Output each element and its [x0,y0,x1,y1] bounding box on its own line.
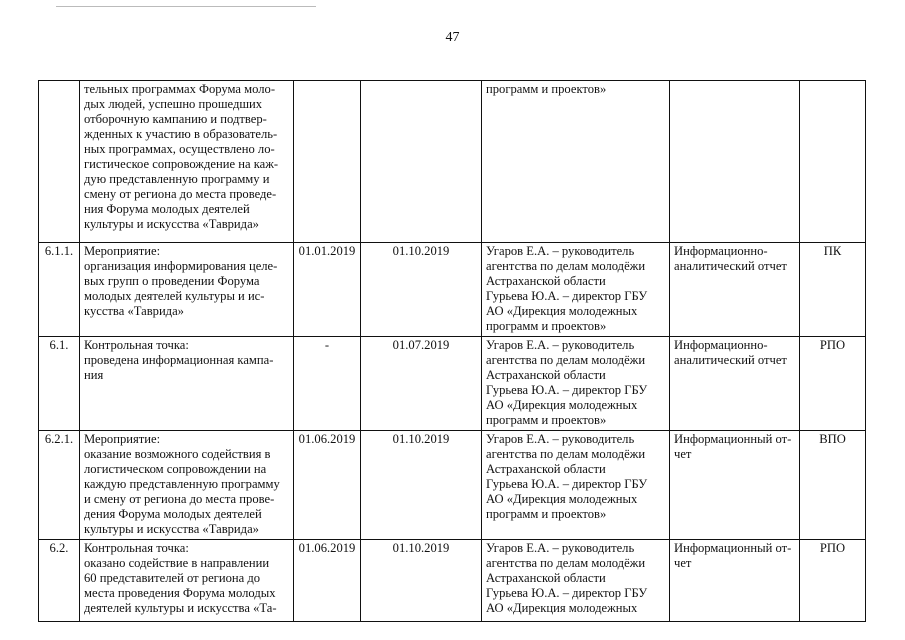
row-responsible [482,337,670,431]
table-row [39,337,866,431]
row-responsible-line: Астраханской области [486,274,606,288]
row-output-line: Информационный от- [674,541,792,555]
row-responsible-line: АО «Дирекция молодежных [486,304,638,318]
row-output [670,337,800,431]
row-description-line: ных программах, осуществлено ло- [84,142,275,156]
row-responsible-line: Угаров Е.А. – руководитель [486,541,635,555]
row-description-line: и смену от региона до места прове- [84,492,275,506]
row-output [670,243,800,337]
row-description-line: молодых деятелей культуры и ис- [84,289,265,303]
row-description [80,431,294,540]
row-output-line: Информационный от- [674,432,792,446]
row-responsible-line: Астраханской области [486,368,606,382]
plan-table [38,80,866,622]
row-start-date: 01.06.2019 [294,540,361,622]
row-description-line: проведена информационная кампа- [84,353,274,367]
row-responsible-line: Астраханской области [486,571,606,585]
row-responsible-line: АО «Дирекция молодежных [486,601,638,615]
row-description-line: организация информирования целе- [84,259,278,273]
row-responsible-line: Гурьева Ю.А. – директор ГБУ [486,586,648,600]
row-responsible-line: программ и проектов» [486,319,607,333]
row-description-line: отборочную кампанию и подтвер- [84,112,267,126]
row-output [670,81,800,243]
row-end-date: 01.10.2019 [361,243,482,337]
row-start-date: - [294,337,361,431]
row-description [80,81,294,243]
table-row [39,81,866,243]
row-description [80,337,294,431]
row-responsible-line: агентства по делам молодёжи [486,353,646,367]
row-responsible [482,431,670,540]
row-description-line: гистическое сопровождение на каж- [84,157,279,171]
row-responsible-line: Угаров Е.А. – руководитель [486,338,635,352]
row-description-line: Контрольная точка: [84,541,189,555]
row-description-line: вых групп о проведении Форума [84,274,260,288]
row-code: РПО [800,540,866,622]
row-responsible [482,81,670,243]
row-end-date: 01.07.2019 [361,337,482,431]
row-responsible [482,243,670,337]
row-responsible-line: Угаров Е.А. – руководитель [486,432,635,446]
row-responsible-line: Угаров Е.А. – руководитель [486,244,635,258]
top-rule [56,6,316,7]
row-end-date: 01.10.2019 [361,431,482,540]
row-end-date [361,81,482,243]
row-start-date [294,81,361,243]
row-description-line: места проведения Форума молодых [84,586,276,600]
row-number: 6.1.1. [39,243,80,337]
row-output-line: аналитический отчет [674,259,787,273]
row-description-line: культуры и искусства «Таврида» [84,217,259,231]
row-output-line: Информационно- [674,244,768,258]
row-end-date: 01.10.2019 [361,540,482,622]
row-description-line: 60 представителей от региона до [84,571,261,585]
row-description-line: дых людей, успешно прошедших [84,97,263,111]
row-code: ПК [800,243,866,337]
row-description-line: ния [84,368,104,382]
row-output [670,540,800,622]
row-code: ВПО [800,431,866,540]
row-responsible-line: АО «Дирекция молодежных [486,398,638,412]
row-start-date: 01.06.2019 [294,431,361,540]
row-start-date: 01.01.2019 [294,243,361,337]
row-description-line: каждую представленную программу [84,477,280,491]
row-output-line: чет [674,447,692,461]
row-description-line: культуры и искусства «Таврида» [84,522,259,536]
row-responsible-line: агентства по делам молодёжи [486,259,646,273]
table-row [39,431,866,540]
row-description-line: дения Форума молодых деятелей [84,507,262,521]
row-number: 6.2. [39,540,80,622]
row-responsible-line: агентства по делам молодёжи [486,447,646,461]
row-output-line: Информационно- [674,338,768,352]
row-responsible-line: агентства по делам молодёжи [486,556,646,570]
row-number: 6.1. [39,337,80,431]
row-number [39,81,80,243]
row-description-line: кусства «Таврида» [84,304,184,318]
row-code: РПО [800,337,866,431]
row-description [80,540,294,622]
row-code [800,81,866,243]
row-description-line: жденных к участию в образователь- [84,127,278,141]
row-responsible [482,540,670,622]
row-description [80,243,294,337]
row-responsible-line: программ и проектов» [486,507,607,521]
row-description-line: тельных программах Форума моло- [84,82,276,96]
plan-table-body [39,81,866,622]
row-responsible-line: Гурьева Ю.А. – директор ГБУ [486,289,648,303]
row-description-line: Мероприятие: [84,432,161,446]
table-row [39,243,866,337]
row-description-line: ния Форума молодых деятелей [84,202,250,216]
row-description-line: логистическом сопровождении на [84,462,267,476]
page-number: 47 [445,30,460,45]
row-responsible-line: Астраханской области [486,462,606,476]
row-output [670,431,800,540]
row-description-line: дую представленную программу и [84,172,270,186]
row-description-line: Мероприятие: [84,244,161,258]
row-description-line: смену от региона до места проведе- [84,187,277,201]
row-responsible-line: программ и проектов» [486,413,607,427]
row-responsible-line: АО «Дирекция молодежных [486,492,638,506]
row-responsible-line: Гурьева Ю.А. – директор ГБУ [486,477,648,491]
table-row [39,540,866,622]
row-responsible-line: Гурьева Ю.А. – директор ГБУ [486,383,648,397]
row-output-line: аналитический отчет [674,353,787,367]
row-description-line: деятелей культуры и искусства «Та- [84,601,277,615]
row-output-line: чет [674,556,692,570]
row-description-line: Контрольная точка: [84,338,189,352]
row-description-line: оказано содействие в направлении [84,556,270,570]
row-description-line: оказание возможного содействия в [84,447,271,461]
row-number: 6.2.1. [39,431,80,540]
row-responsible-line: программ и проектов» [486,82,607,96]
